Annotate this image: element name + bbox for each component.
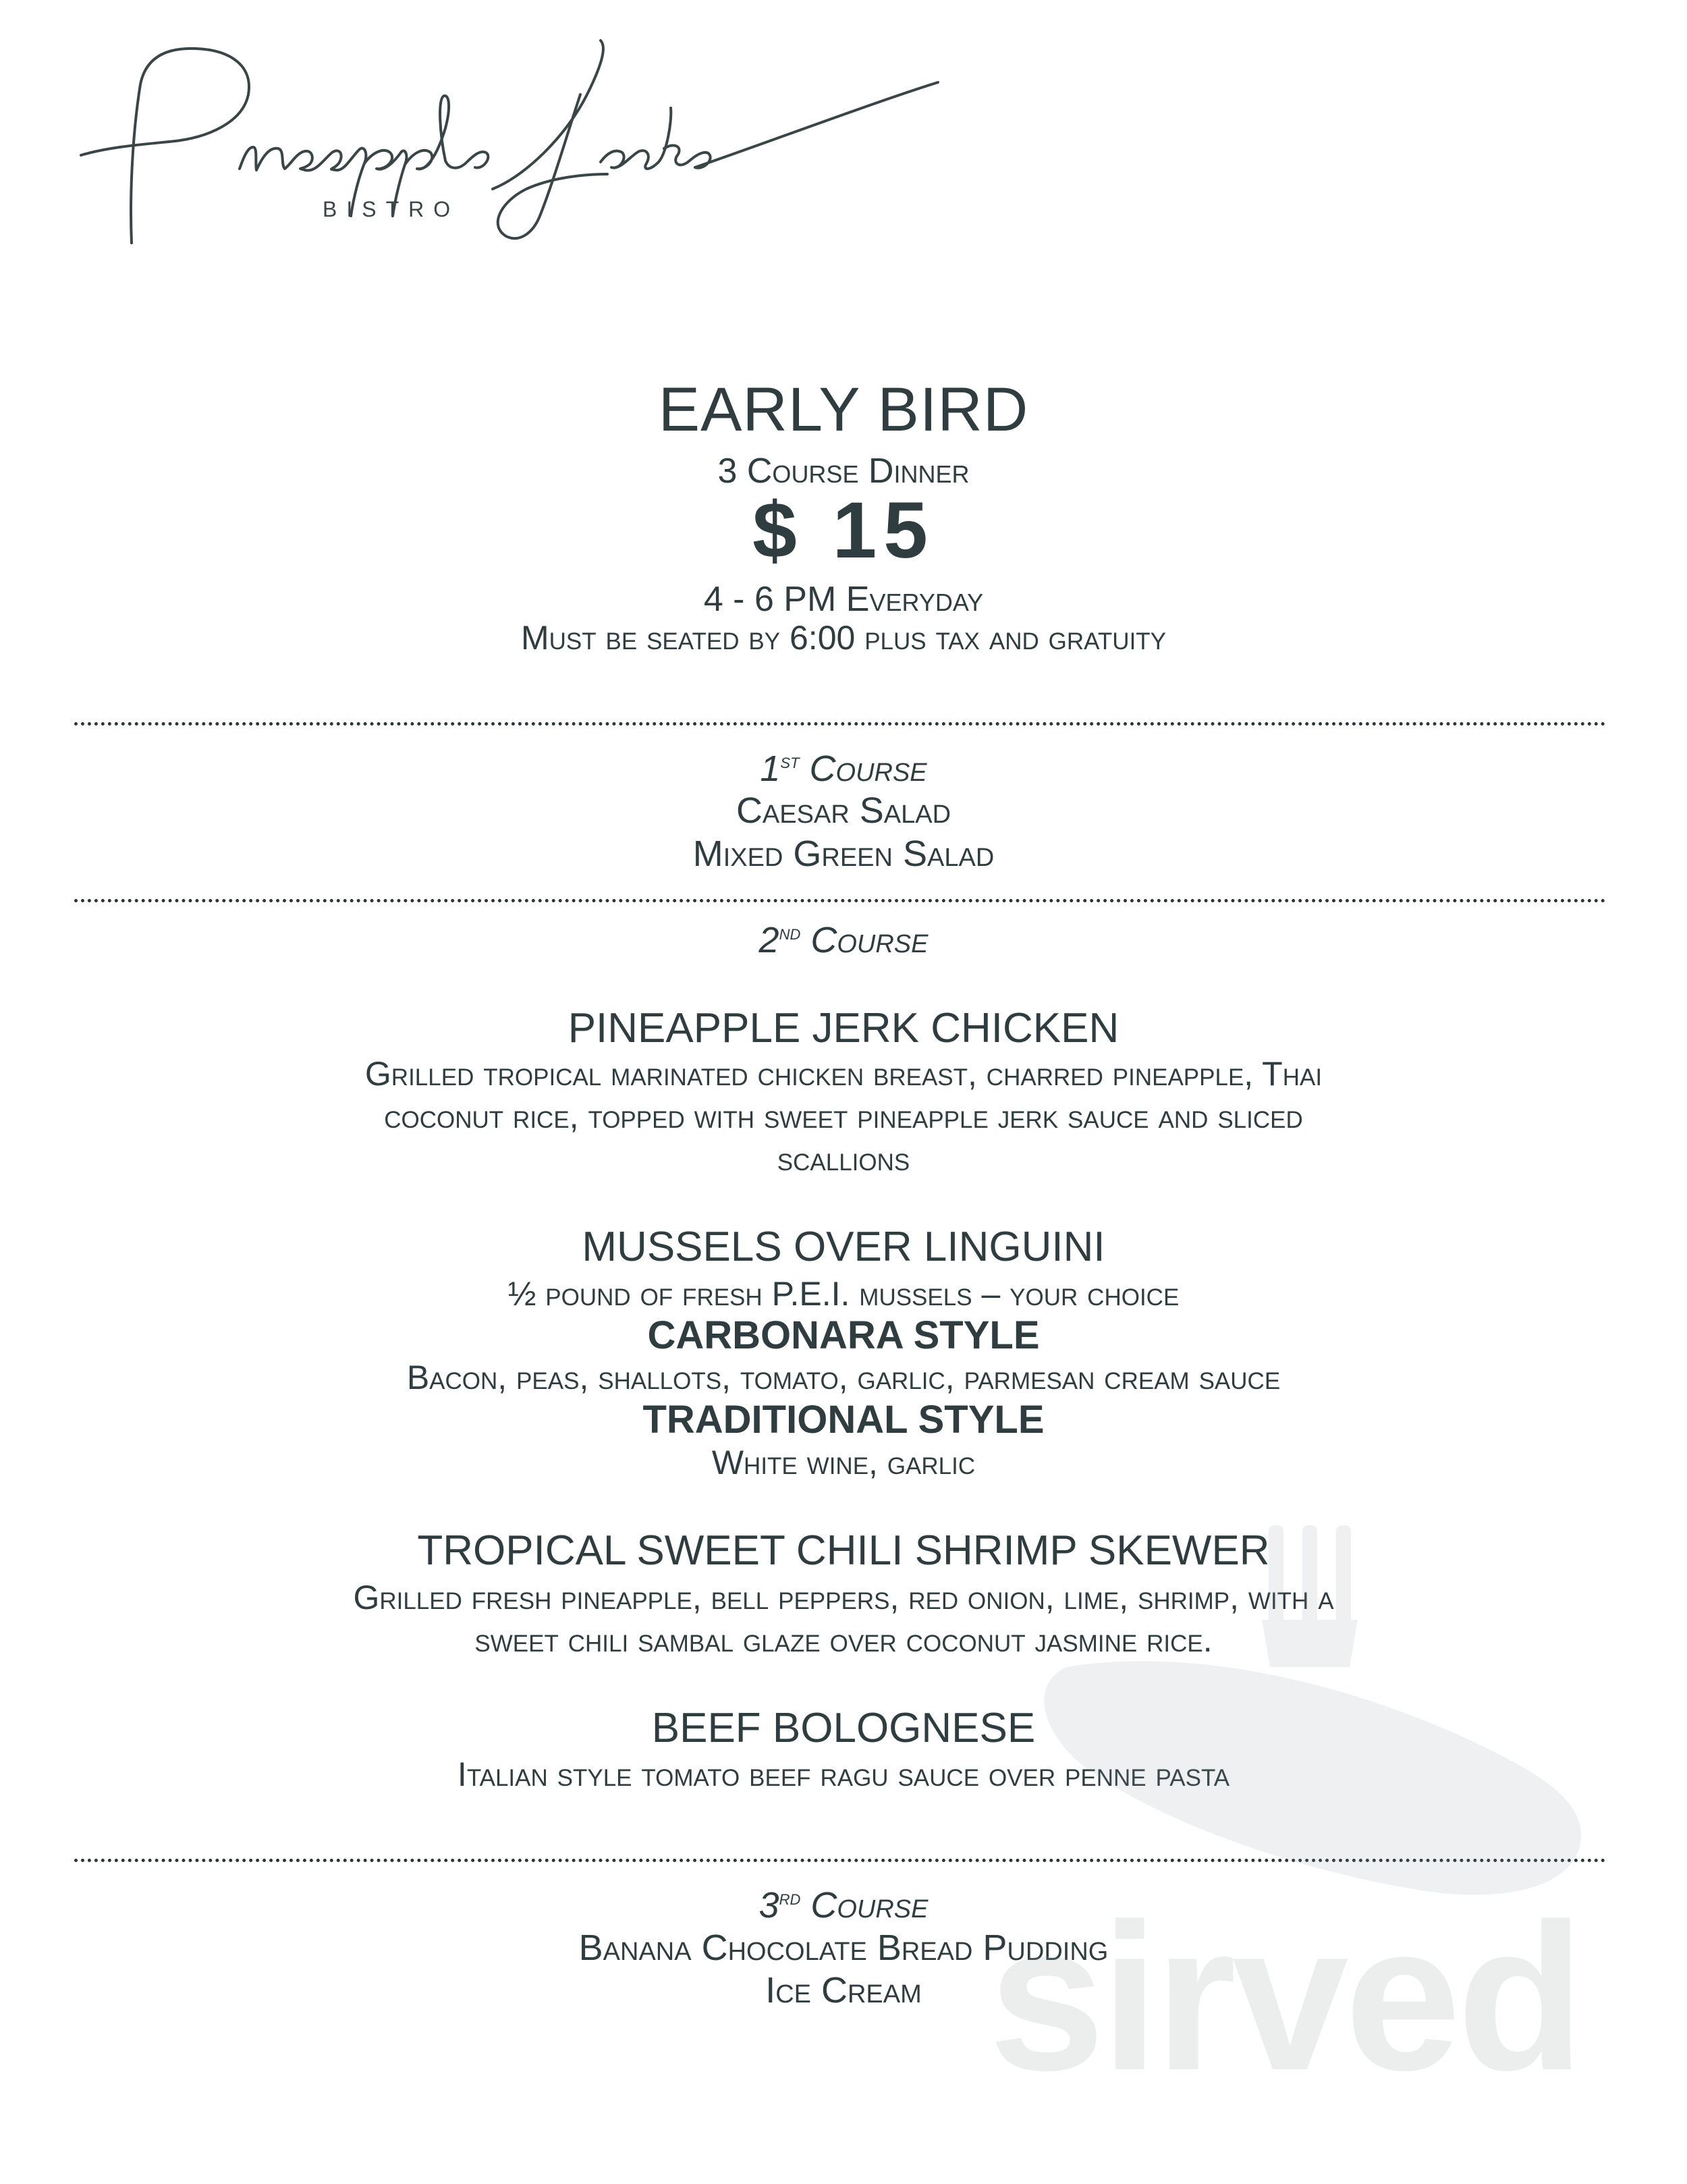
course-1-item: Mixed Green Salad xyxy=(692,834,995,874)
dish-style-name: CARBONARA STYLE xyxy=(647,1313,1040,1357)
dish-description: scallions xyxy=(777,1140,910,1178)
course-3-item: Banana Chocolate Bread Pudding xyxy=(578,1928,1109,1968)
menu-price: $ 15 xyxy=(752,486,935,575)
course-3-heading: 3rd Course xyxy=(758,1885,929,1926)
dish-description: sweet chili sambal glaze over coconut jasmine rice. xyxy=(474,1621,1213,1659)
dish-description: ½ pound of fresh P.E.I. mussels – your choice xyxy=(507,1275,1180,1313)
dish-name: MUSSELS OVER LINGUINI xyxy=(582,1224,1105,1270)
course-1-heading: 1st Course xyxy=(760,748,927,789)
dish-description: Grilled fresh pineapple, bell peppers, red onion, lime, shrimp, with a xyxy=(353,1579,1334,1616)
divider xyxy=(74,899,1606,902)
course-3-item: Ice Cream xyxy=(765,1970,922,2011)
dish-description: coconut rice, topped with sweet pineapple jerk sauce and sliced xyxy=(384,1097,1303,1135)
course-2-heading: 2nd Course xyxy=(758,920,929,960)
menu-hours: 4 - 6 PM Everyday xyxy=(703,580,984,619)
dish-name: PINEAPPLE JERK CHICKEN xyxy=(568,1005,1119,1052)
dish-style-description: Bacon, peas, shallots, tomato, garlic, parmesan cream sauce xyxy=(406,1359,1281,1396)
menu-title: EARLY BIRD xyxy=(658,375,1029,444)
menu-subtitle: 3 Course Dinner xyxy=(717,452,970,491)
divider xyxy=(74,722,1606,726)
dish-description: Italian style tomato beef ragu sauce over penne pasta xyxy=(457,1755,1230,1793)
dish-style-description: White wine, garlic xyxy=(711,1444,976,1481)
dish-description: Grilled tropical marinated chicken breast, charred pineapple, Thai xyxy=(364,1055,1323,1093)
course-1-item: Caesar Salad xyxy=(736,790,951,831)
dish-style-name: TRADITIONAL STYLE xyxy=(642,1398,1045,1442)
dish-name: BEEF BOLOGNESE xyxy=(651,1705,1036,1751)
menu-note: Must be seated by 6:00 plus tax and gratuity xyxy=(520,619,1167,657)
dish-name: TROPICAL SWEET CHILI SHRIMP SKEWER xyxy=(417,1527,1270,1574)
restaurant-logo xyxy=(67,20,999,263)
logo-subtitle: BISTRO xyxy=(323,197,460,221)
watermark-text: sirved xyxy=(989,1880,1581,2114)
logo-script-icon xyxy=(67,20,999,263)
